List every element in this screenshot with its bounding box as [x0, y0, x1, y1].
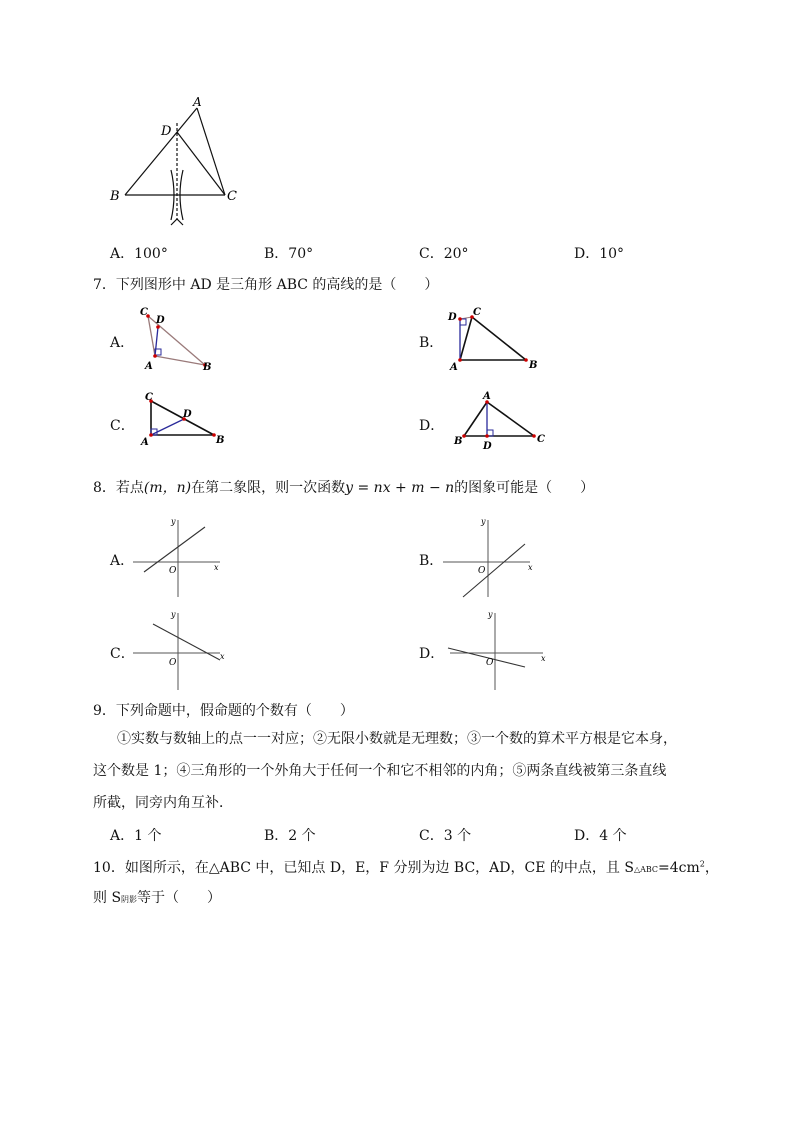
q8-graph-b [438, 512, 538, 600]
q7-option-c[interactable]: C． [110, 418, 135, 434]
q7-figure-a [135, 305, 220, 375]
q7-figure-c [138, 388, 233, 450]
segment-dc [177, 132, 225, 195]
q9-option-a[interactable]: A．1 个 [110, 828, 162, 844]
label-b: B [454, 436, 463, 447]
x-label: x [541, 654, 546, 663]
q10-sup: 2 [699, 859, 705, 869]
q6-figure [100, 95, 250, 230]
label-b: B [529, 360, 538, 371]
q8-stem-mid: 在第二象限，则一次函数 [191, 480, 346, 496]
q7-figure-b [444, 302, 544, 374]
q8-option-a[interactable]: A． [110, 553, 135, 569]
label-b: B [203, 362, 212, 373]
q6-option-d[interactable]: D．10° [574, 246, 625, 262]
function-line [153, 624, 220, 660]
x-label: x [220, 652, 225, 661]
q8-stem [93, 477, 594, 497]
y-label: y [171, 517, 176, 526]
label-c: C [227, 189, 237, 204]
q7-figure-d [452, 388, 552, 453]
q9-statements [117, 723, 707, 755]
q10-line2-b: 等于（ ） [137, 890, 222, 906]
label-d: D [183, 409, 192, 420]
label-d: D [161, 124, 172, 139]
q6-option-c[interactable]: C．20° [419, 246, 469, 262]
label-a: A [145, 361, 153, 372]
q7-option-a[interactable]: A． [110, 335, 135, 351]
q9-option-b[interactable]: B．2 个 [264, 828, 316, 844]
q10-sub-abc: △ABC [633, 865, 659, 874]
y-label: y [171, 610, 176, 619]
q9-option-d[interactable]: D．4 个 [574, 828, 627, 844]
q10-stem-a: 10．如图所示，在△ABC 中，已知点 D，E，F 分别为边 BC，AD，CE 的中点，且 S [93, 860, 634, 876]
origin-label: O [169, 658, 177, 668]
q9-line-1: ①实数与数轴上的点一一对应；②无限小数就是无理数；③一个数的算术平方根是它本身， [117, 731, 677, 747]
q6-option-a[interactable]: A．100° [110, 246, 168, 262]
q8-stem-pre: 8．若点 [93, 480, 144, 496]
x-label: x [214, 563, 219, 572]
q7-stem: 7．下列图形中 AD 是三角形 ABC 的高线的是（ ） [93, 277, 439, 293]
y-label: y [481, 517, 486, 526]
label-b: B [110, 189, 120, 204]
q9-line-3: 所截，同旁内角互补． [93, 795, 233, 811]
q7-option-b[interactable]: B． [419, 335, 444, 351]
origin-label: O [478, 566, 486, 576]
function-line [463, 544, 525, 597]
label-a: A [450, 362, 458, 373]
x-label: x [528, 563, 533, 572]
q8-option-b[interactable]: B． [419, 553, 444, 569]
q8-stem-post: 的图象可能是（ ） [454, 480, 595, 496]
side-ba [125, 108, 197, 195]
label-d: D [448, 312, 457, 323]
label-a: A [141, 437, 149, 448]
q10-stem-b: =4cm [658, 860, 700, 876]
q9-option-c[interactable]: C．3 个 [419, 828, 472, 844]
y-label: y [488, 610, 493, 619]
q8-function: y = nx + m − n [345, 480, 455, 496]
label-d: D [483, 441, 492, 452]
q9-line-2: 这个数是 1；④三角形的一个外角大于任何一个和它不相邻的内角；⑤两条直线被第三条直线 [93, 763, 667, 779]
q10-stem [93, 857, 719, 877]
origin-label: O [169, 566, 177, 576]
q8-graph-d [445, 605, 550, 693]
label-a: A [483, 391, 491, 402]
origin-label: O [486, 658, 494, 668]
label-b: B [216, 435, 225, 446]
q6-option-b[interactable]: B．70° [264, 246, 314, 262]
q7-option-d[interactable]: D． [419, 418, 445, 434]
label-a: A [193, 95, 202, 109]
q9-stem: 9．下列命题中，假命题的个数有（ ） [93, 703, 354, 719]
q8-point: (m，n) [143, 480, 192, 496]
q8-graph-c [128, 605, 228, 693]
q10-sub-shadow: 阴影 [121, 895, 138, 904]
q8-graph-a [128, 512, 228, 600]
side-ac [197, 108, 225, 195]
label-c: C [537, 434, 545, 445]
label-c: C [473, 307, 481, 318]
label-d: D [156, 315, 165, 326]
q10-line2-a: 则 S [93, 890, 122, 906]
label-c: C [140, 307, 148, 318]
q10-stem-line2 [93, 887, 221, 907]
q10-stem-c: ， [704, 860, 719, 876]
q8-option-d[interactable]: D． [419, 646, 445, 662]
label-c: C [145, 392, 153, 403]
q9-statements-cont [93, 755, 705, 819]
q8-option-c[interactable]: C． [110, 646, 135, 662]
